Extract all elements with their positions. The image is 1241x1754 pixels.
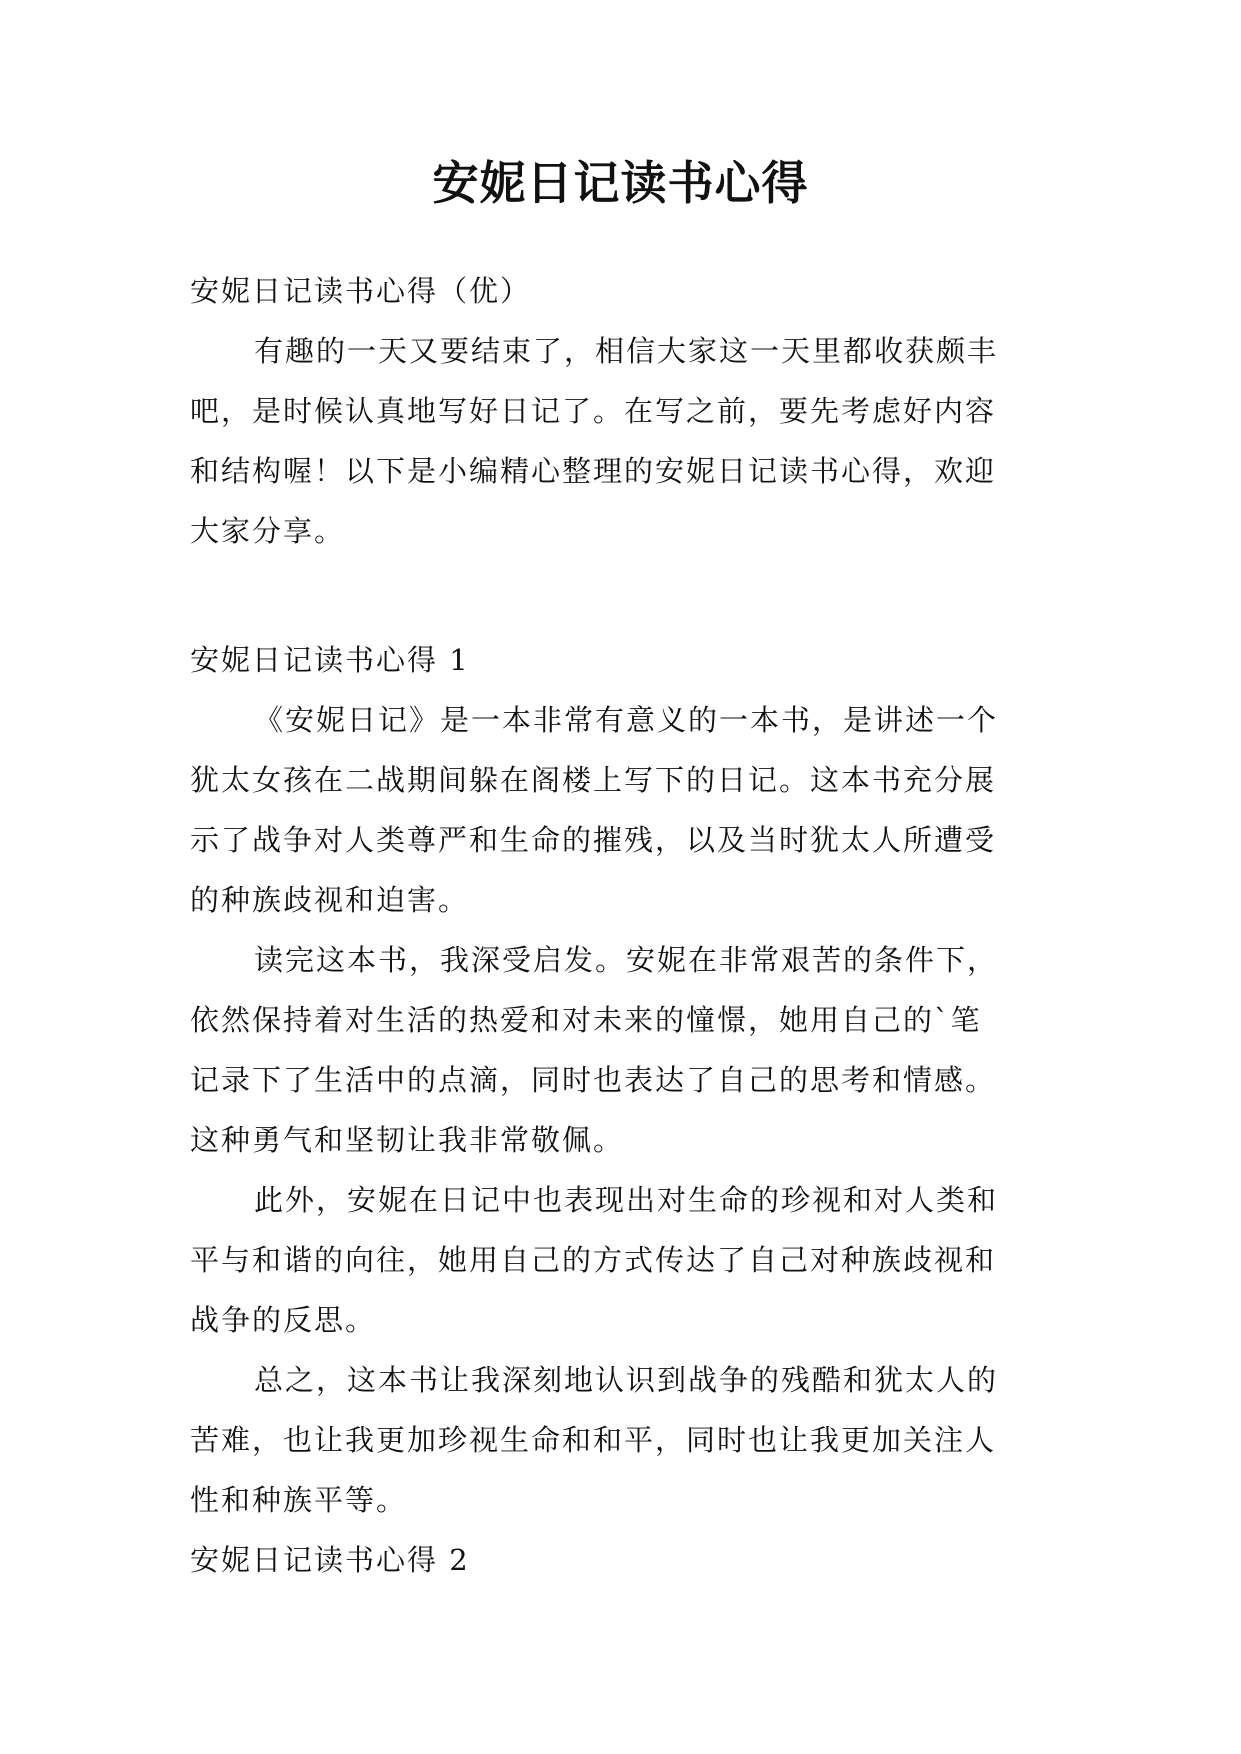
paragraph-line: 有趣的一天又要结束了，相信大家这一天里都收获颇丰	[254, 334, 999, 368]
paragraph-line: 的种族歧视和迫害。	[190, 883, 470, 917]
paragraph-line: 战争的反思。	[190, 1303, 377, 1337]
paragraph-line: 依然保持着对生活的热爱和对未来的憧憬，她用自己的`笔	[190, 1003, 982, 1037]
paragraph-line: 性和种族平等。	[190, 1483, 408, 1517]
paragraph-line: 苦难，也让我更加珍视生命和和平，同时也让我更加关注人	[190, 1423, 997, 1457]
paragraph-line: 示了战争对人类尊严和生命的摧残，以及当时犹太人所遭受	[190, 823, 997, 857]
section-heading-2: 安妮日记读书心得 2	[190, 1543, 470, 1577]
paragraph-line: 总之，这本书让我深刻地认识到战争的残酷和犹太人的	[254, 1363, 999, 1397]
document-title: 安妮日记读书心得	[432, 156, 809, 210]
paragraph-line: 吧，是时候认真地写好日记了。在写之前，要先考虑好内容	[190, 394, 997, 428]
paragraph-line: 平与和谐的向往，她用自己的方式传达了自己对种族歧视和	[190, 1243, 997, 1277]
section-heading-intro: 安妮日记读书心得（优）	[190, 274, 532, 308]
paragraph-line: 这种勇气和坚韧让我非常敬佩。	[190, 1123, 625, 1157]
paragraph-line: 读完这本书，我深受启发。安妮在非常艰苦的条件下，	[254, 943, 999, 977]
paragraph-line: 记录下了生活中的点滴，同时也表达了自己的思考和情感。	[190, 1063, 997, 1097]
paragraph-line: 此外，安妮在日记中也表现出对生命的珍视和对人类和	[254, 1183, 999, 1217]
paragraph-line: 《安妮日记》是一本非常有意义的一本书，是讲述一个	[254, 703, 999, 737]
paragraph-line: 和结构喔！以下是小编精心整理的安妮日记读书心得，欢迎	[190, 454, 997, 488]
section-heading-1: 安妮日记读书心得 1	[190, 643, 470, 677]
paragraph-line: 犹太女孩在二战期间躲在阁楼上写下的日记。这本书充分展	[190, 763, 997, 797]
paragraph-line: 大家分享。	[190, 514, 346, 548]
